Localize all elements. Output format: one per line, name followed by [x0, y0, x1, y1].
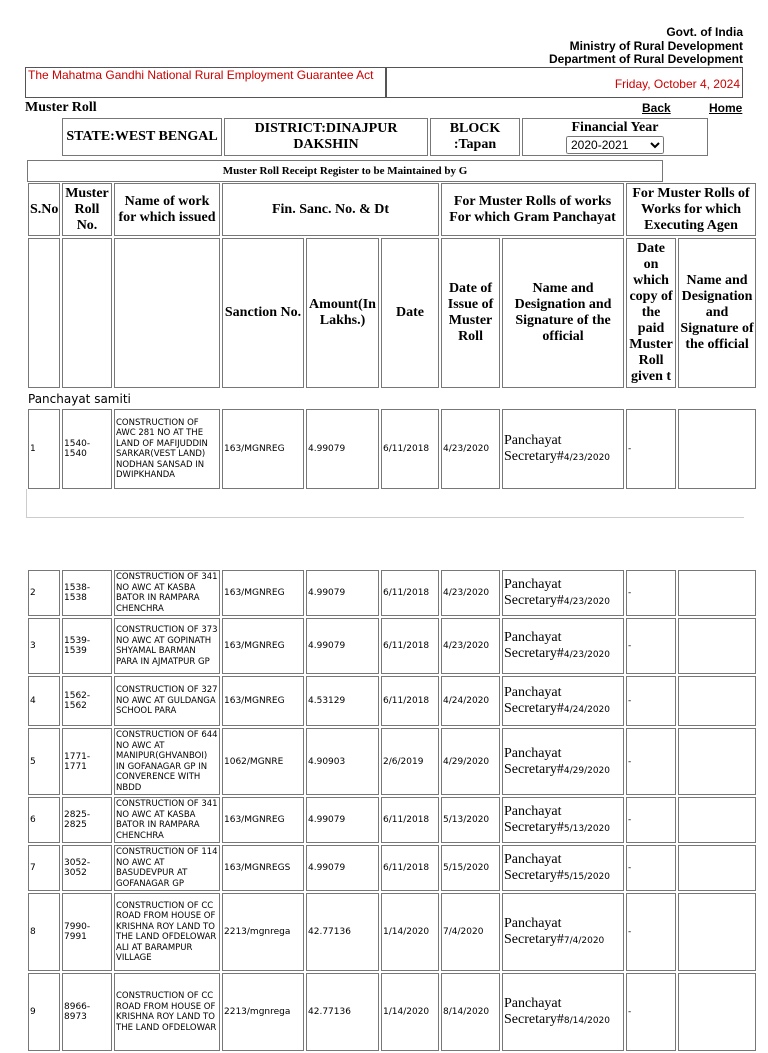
cell-amount: 4.90903	[306, 728, 379, 795]
col-name-of-work: Name of work for which issued	[114, 183, 220, 236]
gov-header	[549, 26, 743, 67]
official-date: 7/4/2020	[563, 936, 605, 946]
cell-date: 6/11/2018	[381, 797, 439, 843]
cell-official	[502, 570, 624, 616]
col-empty	[62, 238, 112, 388]
muster-roll-table-header	[26, 181, 758, 491]
cell-sno: 7	[28, 845, 60, 891]
cell-work: CONSTRUCTION OF 373 NO AWC AT GOPINATH SHYAMAL BARMAN PARA IN AJMATPUR GP	[114, 618, 220, 674]
cell-issue: 4/23/2020	[441, 570, 500, 616]
cell-amount: 42.77136	[306, 893, 379, 971]
col-name-desig-ea: Name and Designation and Signature of the official	[678, 238, 756, 388]
section-label: Panchayat samiti	[28, 391, 131, 406]
cell-issue: 8/14/2020	[441, 973, 500, 1051]
col-empty	[114, 238, 220, 388]
cell-empty	[678, 676, 756, 726]
official-date: 4/23/2020	[563, 453, 611, 463]
cell-amount: 4.99079	[306, 618, 379, 674]
cell-work: CONSTRUCTION OF 341 NO AWC AT KASBA BATOR IN RAMPARA CHENCHRA	[114, 797, 220, 843]
cell-mr: 2825-2825	[62, 797, 112, 843]
col-date-copy: Date on which copy of the paid Muster Roll given t	[626, 238, 676, 388]
cell-sno: 9	[28, 973, 60, 1051]
cell-date: 6/11/2018	[381, 845, 439, 891]
cell-amount: 4.99079	[306, 797, 379, 843]
table-row	[28, 845, 756, 891]
cell-sanction: 163/MGNREG	[222, 618, 304, 674]
muster-roll-table-continued	[26, 568, 758, 1053]
cell-copy: -	[626, 409, 676, 489]
table-row	[28, 728, 756, 795]
cell-empty	[678, 973, 756, 1051]
table-row	[28, 570, 756, 616]
cell-issue: 5/15/2020	[441, 845, 500, 891]
cell-official	[502, 973, 624, 1051]
cell-copy: -	[626, 618, 676, 674]
official-date: 4/24/2020	[563, 705, 611, 715]
cell-work: CONSTRUCTION OF 341 NO AWC AT KASBA BATOR IN RAMPARA CHENCHRA	[114, 570, 220, 616]
cell-copy: -	[626, 676, 676, 726]
cell-date: 6/11/2018	[381, 618, 439, 674]
cell-issue: 4/29/2020	[441, 728, 500, 795]
cell-sanction: 2213/mgnrega	[222, 973, 304, 1051]
official-date: 5/15/2020	[563, 872, 611, 882]
cell-sanction: 2213/mgnrega	[222, 893, 304, 971]
cell-mr: 1540-1540	[62, 409, 112, 489]
cell-date: 2/6/2019	[381, 728, 439, 795]
cell-amount: 4.99079	[306, 409, 379, 489]
col-empty	[28, 238, 60, 388]
cell-official	[502, 728, 624, 795]
title-bar	[25, 67, 743, 98]
cell-work: CONSTRUCTION OF CC ROAD FROM HOUSE OF KRISHNA ROY LAND TO THE LAND OFDELOWAR	[114, 973, 220, 1051]
table-row	[28, 893, 756, 971]
cell-empty	[678, 893, 756, 971]
cell-date: 1/14/2020	[381, 973, 439, 1051]
cell-work: CONSTRUCTION OF 327 NO AWC AT GULDANGA SCHOOL PARA	[114, 676, 220, 726]
cell-official	[502, 845, 624, 891]
official-date: 4/23/2020	[563, 597, 611, 607]
col-amount: Amount(In Lakhs.)	[306, 238, 379, 388]
official-date: 4/23/2020	[563, 650, 611, 660]
cell-date: 6/11/2018	[381, 570, 439, 616]
col-gp-group: For Muster Rolls of works For which Gram Panchayat	[441, 183, 624, 236]
cell-sno: 8	[28, 893, 60, 971]
cell-copy: -	[626, 893, 676, 971]
cell-empty	[678, 845, 756, 891]
cell-empty	[678, 797, 756, 843]
cell-work: CONSTRUCTION OF AWC 281 NO AT THE LAND OF MAFIJUDDIN SARKAR(VEST LAND) NODHAN SANSAD IN DWIPKHANDA	[114, 409, 220, 489]
page-break-spacer	[26, 489, 744, 518]
col-fin-sanc: Fin. Sanc. No. & Dt	[222, 183, 439, 236]
official-date: 4/29/2020	[563, 765, 611, 776]
official-name: Panchayat Secretary#	[504, 996, 564, 1027]
cell-mr: 1539-1539	[62, 618, 112, 674]
cell-official	[502, 893, 624, 971]
financial-year-select[interactable]	[566, 136, 664, 154]
col-sanction-no: Sanction No.	[222, 238, 304, 388]
cell-date: 6/11/2018	[381, 409, 439, 489]
muster-roll-header	[25, 99, 743, 117]
official-name: Panchayat Secretary#	[504, 685, 564, 716]
location-table	[60, 116, 710, 158]
cell-sno: 1	[28, 409, 60, 489]
table-row	[28, 797, 756, 843]
col-date-issue: Date of Issue of Muster Roll	[441, 238, 500, 388]
cell-sanction: 163/MGNREG	[222, 409, 304, 489]
table-row	[28, 676, 756, 726]
cell-official	[502, 676, 624, 726]
cell-official	[502, 618, 624, 674]
block-cell: BLOCK :Tapan	[430, 118, 520, 156]
cell-date: 1/14/2020	[381, 893, 439, 971]
cell-copy: -	[626, 797, 676, 843]
cell-empty	[678, 618, 756, 674]
cell-date: 6/11/2018	[381, 676, 439, 726]
district-cell: DISTRICT:DINAJPUR DAKSHIN	[224, 118, 428, 156]
cell-work: CONSTRUCTION OF 114 NO AWC AT BASUDEVPUR AT GOFANAGAR GP	[114, 845, 220, 891]
state-cell: STATE:WEST BENGAL	[62, 118, 222, 156]
table-row	[28, 409, 756, 489]
cell-copy: -	[626, 973, 676, 1051]
official-name: Panchayat Secretary#	[504, 630, 564, 661]
home-link[interactable]: Home	[709, 101, 743, 115]
cell-mr: 3052-3052	[62, 845, 112, 891]
ministry-line: Ministry of Rural Development	[569, 38, 743, 53]
financial-year-cell	[522, 118, 708, 156]
cell-issue: 5/13/2020	[441, 797, 500, 843]
cell-empty	[678, 570, 756, 616]
cell-sno: 2	[28, 570, 60, 616]
cell-amount: 42.77136	[306, 973, 379, 1051]
cell-sno: 3	[28, 618, 60, 674]
cell-work: CONSTRUCTION OF CC ROAD FROM HOUSE OF KRISHNA ROY LAND TO THE LAND OFDELOWAR ALI AT BARAMPUR VILLAGE	[114, 893, 220, 971]
cell-issue: 4/24/2020	[441, 676, 500, 726]
cell-sanction: 163/MGNREG	[222, 797, 304, 843]
col-name-desig-gp: Name and Designation and Signature of the official	[502, 238, 624, 388]
col-sno: S.No	[28, 183, 60, 236]
table-row	[28, 618, 756, 674]
cell-official	[502, 409, 624, 489]
cell-sno: 4	[28, 676, 60, 726]
section-title: Muster Roll	[25, 100, 97, 115]
cell-mr: 7990-7991	[62, 893, 112, 971]
cell-official	[502, 797, 624, 843]
department-line: Department of Rural Development	[548, 52, 743, 66]
current-date: Friday, October 4, 2024	[614, 77, 740, 91]
back-link[interactable]: Back	[642, 101, 671, 115]
official-name: Panchayat Secretary#	[504, 577, 564, 608]
cell-copy: -	[626, 728, 676, 795]
cell-issue: 7/4/2020	[441, 893, 500, 971]
cell-copy: -	[626, 845, 676, 891]
cell-sanction: 163/MGNREG	[222, 570, 304, 616]
act-title: The Mahatma Gandhi National Rural Employment Guarantee Act	[26, 68, 387, 97]
cell-amount: 4.53129	[306, 676, 379, 726]
register-title: Muster Roll Receipt Register to be Maintained by G	[27, 160, 663, 182]
cell-work: CONSTRUCTION OF 644 NO AWC AT MANIPUR(GHVANBOI) IN GOFANAGAR GP IN CONVERENCE WITH NBDD	[114, 728, 220, 795]
official-name: Panchayat Secretary#	[504, 433, 564, 464]
cell-mr: 8966-8973	[62, 973, 112, 1051]
official-date: 5/13/2020	[563, 824, 611, 834]
cell-mr: 1562-1562	[62, 676, 112, 726]
cell-amount: 4.99079	[306, 570, 379, 616]
official-name: Panchayat Secretary#	[504, 852, 564, 883]
official-name: Panchayat Secretary#	[504, 916, 564, 947]
cell-sanction: 1062/MGNRE	[222, 728, 304, 795]
gov-line: Govt. of India	[666, 25, 743, 39]
official-date: 8/14/2020	[563, 1016, 611, 1026]
financial-year-label: Financial Year	[571, 120, 659, 135]
official-name: Panchayat Secretary#	[504, 745, 564, 777]
col-ea-group: For Muster Rolls of Works for which Executing Agen	[626, 183, 756, 236]
official-name: Panchayat Secretary#	[504, 804, 564, 835]
cell-empty	[678, 728, 756, 795]
cell-sanction: 163/MGNREG	[222, 676, 304, 726]
cell-mr: 1771-1771	[62, 728, 112, 795]
cell-sanction: 163/MGNREGS	[222, 845, 304, 891]
cell-sno: 5	[28, 728, 60, 795]
col-muster-roll-no: Muster Roll No.	[62, 183, 112, 236]
table-row	[28, 973, 756, 1051]
cell-mr: 1538-1538	[62, 570, 112, 616]
cell-issue: 4/23/2020	[441, 409, 500, 489]
cell-amount: 4.99079	[306, 845, 379, 891]
cell-issue: 4/23/2020	[441, 618, 500, 674]
cell-copy: -	[626, 570, 676, 616]
cell-empty	[678, 409, 756, 489]
cell-sno: 6	[28, 797, 60, 843]
col-date: Date	[381, 238, 439, 388]
